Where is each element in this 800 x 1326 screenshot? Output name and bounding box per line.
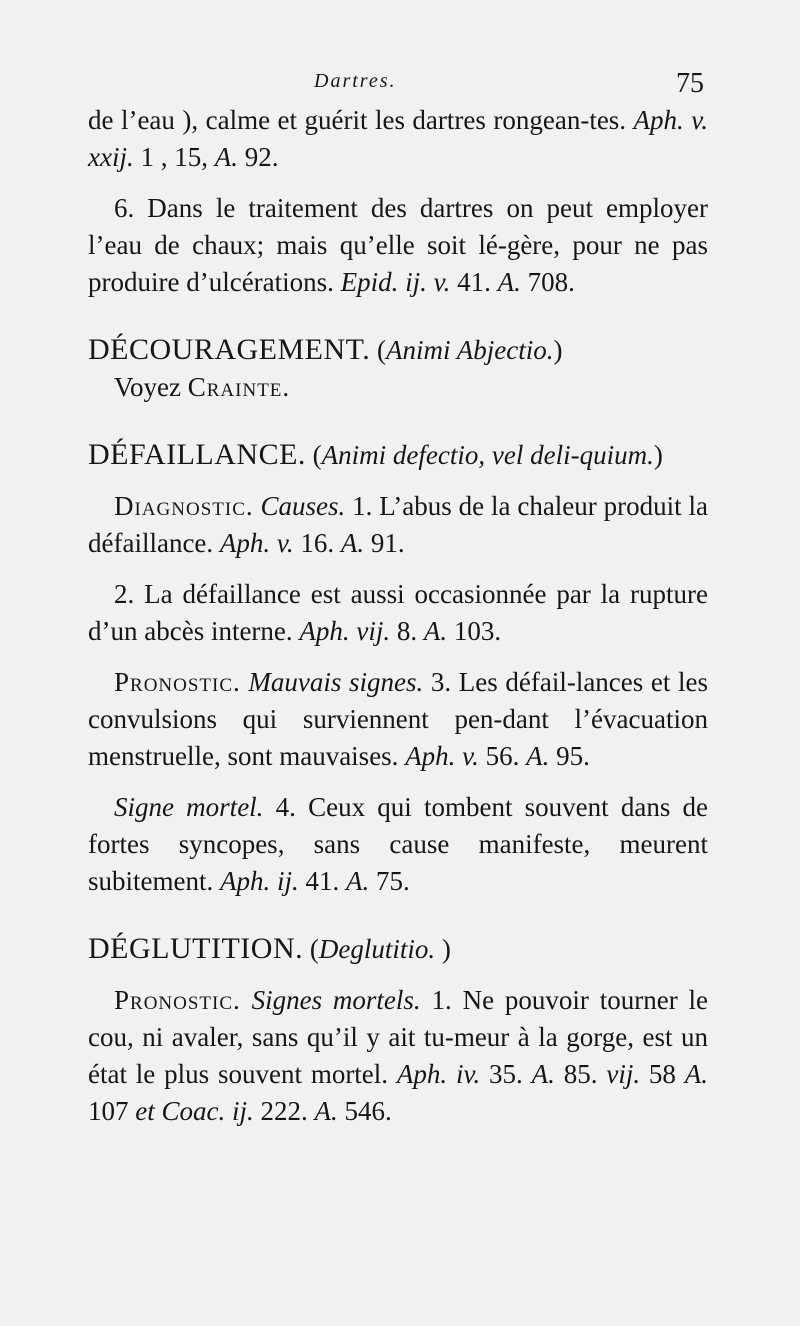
entry-deglutition <box>88 930 708 1130</box>
paragraph-6: 6. Dans le traitement des dartres on peut employer l’eau de chaux; mais qu’elle soit lé-gère, pour ne pas produire d’ulcérations. Epid. ij. v. 41. A. 708. <box>88 193 708 297</box>
entry-heading: DÉFAILLANCE. (Animi defectio, vel deli-quium.) <box>88 438 663 471</box>
paragraph-continuation: de l’eau ), calme et guérit les dartres rongean-tes. Aph. v. xxij. 1 , 15, A. 92. <box>88 105 708 172</box>
entry-heading: DÉCOURAGEMENT. (Animi Abjectio.) <box>88 333 563 366</box>
paragraph-pronostic: Pronostic. Signes mortels. 1. Ne pouvoir tourner le cou, ni avaler, sans qu’il y ait tu-meur à la gorge, est un état le plus souvent mortel. Aph. iv. 35. A. 85. vij. 58 A. 107 et Coac. ij. 222. A. 546. <box>88 985 709 1126</box>
paragraph-diagnostic: Diagnostic. Causes. 1. L’abus de la chaleur produit la défaillance. Aph. v. 16. A. 91. <box>88 491 709 558</box>
paragraph-2: 2. La défaillance est aussi occasionnée par la rupture d’un abcès interne. Aph. vij. 8. A. 103. <box>88 579 708 646</box>
page-body <box>88 102 708 1130</box>
running-head: Dartres. <box>314 70 397 92</box>
see-also: Voyez Crainte. <box>114 372 291 402</box>
entry-defaillance <box>88 436 708 900</box>
paragraph-signe-mortel: Signe mortel. 4. Ceux qui tombent souvent dans de fortes syncopes, sans cause manifeste, meurent subitement. Aph. ij. 41. A. 75. <box>88 792 709 896</box>
page-number: 75 <box>676 68 704 99</box>
entry-heading: DÉGLUTITION. (Deglutitio. ) <box>88 932 451 965</box>
entry-decouragement <box>88 331 708 406</box>
page-header <box>88 70 708 102</box>
paragraph-pronostic: Pronostic. Mauvais signes. 3. Les défail-lances et les convulsions qui surviennent pen-dant l’évacuation menstruelle, sont mauvaises. Aph. v. 56. A. 95. <box>88 667 708 771</box>
